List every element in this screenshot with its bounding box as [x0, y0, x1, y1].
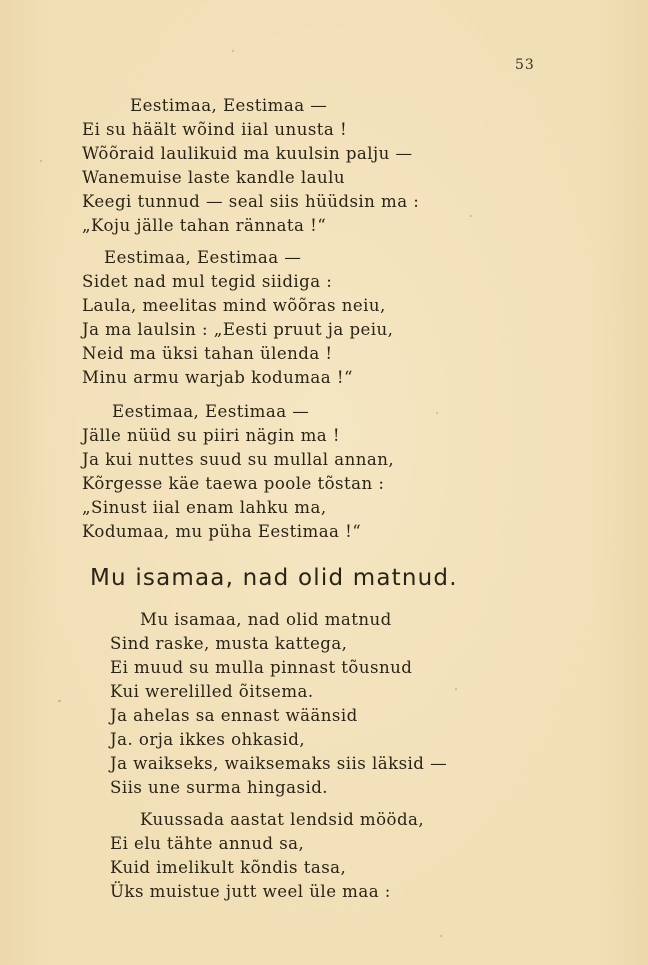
poem-line: Neid ma üksi tahan ülenda !: [82, 344, 333, 363]
poem-line: Kodumaa, mu püha Eestimaa !“: [82, 522, 362, 541]
page-number: 53: [515, 57, 535, 73]
paper-speck: [455, 688, 457, 690]
poem-line: Ei su häält wõind iial unusta !: [82, 120, 348, 139]
poem-line: Wanemuise laste kandle laulu: [82, 168, 345, 187]
poem-line: Sidet nad mul tegid siidiga :: [82, 272, 333, 291]
poem-line: Laula, meelitas mind wõõras neiu,: [82, 296, 386, 315]
poem-title: Mu isamaa, nad olid matnud.: [90, 565, 458, 591]
poem-line: Kõrgesse käe taewa poole tõstan :: [82, 474, 385, 493]
poem-line: Kuid imelikult kõndis tasa,: [110, 858, 347, 877]
paper-speck: [232, 50, 234, 52]
poem-line: Jälle nüüd su piiri nägin ma !: [82, 426, 340, 445]
poem-line: Minu armu warjab kodumaa !“: [82, 368, 353, 387]
poem-line: Keegi tunnud — seal siis hüüdsin ma :: [82, 192, 420, 211]
poem-line: Sind raske, musta kattega,: [110, 634, 348, 653]
poem-line: Kui werelilled õitsema.: [110, 682, 314, 701]
paper-speck: [58, 700, 61, 702]
poem-line: Kuussada aastat lendsid mööda,: [140, 810, 425, 829]
poem-line: Ei muud su mulla pinnast tõusnud: [110, 658, 413, 677]
poem-line: Siis une surma hingasid.: [110, 778, 328, 797]
poem-line: „Koju jälle tahan rännata !“: [82, 216, 327, 235]
poem-line: Ja ma laulsin : „Eesti pruut ja peiu,: [82, 320, 394, 339]
paper-speck: [436, 412, 438, 414]
poem-line: Ja waikseks, waiksemaks siis läksid —: [110, 754, 448, 773]
paper-speck: [40, 160, 42, 162]
poem-line: Ja. orja ikkes ohkasid,: [110, 730, 306, 749]
poem-line: „Sinust iial enam lahku ma,: [82, 498, 327, 517]
paper-speck: [440, 935, 442, 937]
paper-speck: [470, 215, 472, 217]
poem-line: Ei elu tähte annud sa,: [110, 834, 305, 853]
poem-line: Wõõraid laulikuid ma kuulsin palju —: [82, 144, 413, 163]
poem-line: Eestimaa, Eestimaa —: [104, 248, 302, 267]
poem-line: Eestimaa, Eestimaa —: [112, 402, 310, 421]
poem-line: Ja ahelas sa ennast wäänsid: [110, 706, 358, 725]
poem-line: Üks muistue jutt weel üle maa :: [110, 882, 391, 901]
poem-line: Ja kui nuttes suud su mullal annan,: [82, 450, 395, 469]
poem-line: Mu isamaa, nad olid matnud: [140, 610, 392, 629]
poem-line: Eestimaa, Eestimaa —: [130, 96, 328, 115]
